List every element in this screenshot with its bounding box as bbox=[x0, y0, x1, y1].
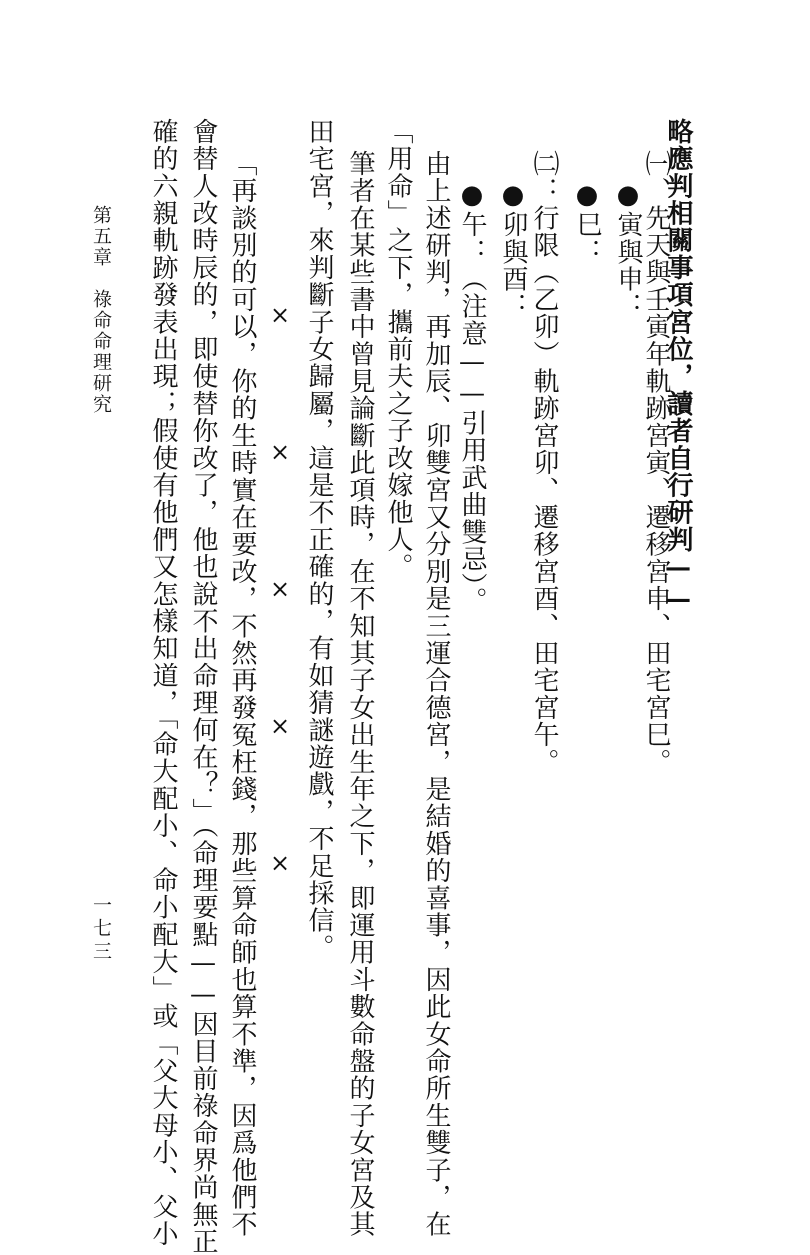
text-column-14: 確的六親軌跡發表出現；假使有他們又怎樣知道，「命大配小、命小配大」或「父大母小、父小 bbox=[148, 118, 178, 1248]
text-column-13: 會替人改時辰的，即使替你改了，他也說不出命理何在？」（命理要點——因目前祿命界尚無正 bbox=[188, 118, 218, 1255]
text-column-10: 筆者在某些書中曾見論斷此項時，在不知其子女出生年之下，即運用斗數命盤的子女宮及其 bbox=[345, 150, 375, 1238]
text-column-4: ●巳： bbox=[572, 180, 602, 266]
text-column-1: 略應判相關事項宮位，讀者自行研判—— bbox=[663, 118, 693, 616]
divider-mark: × bbox=[270, 438, 291, 466]
text-column-2: ㈠、先天與壬寅年軌跡宮寅、遷移宮申、田宅宮巳。 bbox=[641, 150, 671, 776]
text-column-5: ㈡：行限（乙卯）軌跡宮卯、遷移宮酉、田宅宮午。 bbox=[529, 150, 559, 776]
text-column-3: ●寅與申： bbox=[613, 180, 643, 320]
text-column-8: 由上述研判，再加辰、卯雙宮又分別是三運合德宮，是結婚的喜事，因此女命所生雙子，在 bbox=[421, 150, 451, 1238]
divider-mark: × bbox=[270, 849, 291, 877]
text-column-7: ●午：（注意——引用武曲雙忌）。 bbox=[457, 180, 487, 615]
text-column-12: 「再談別的可以，你的生時實在要改，不然再發冤枉錢，那些算命師也算不準，因爲他們不 bbox=[227, 150, 257, 1238]
text-column-6: ●卯與酉： bbox=[498, 180, 528, 320]
divider-mark: × bbox=[270, 575, 291, 603]
running-head: 第五章 祿命命理研究 bbox=[90, 205, 112, 415]
text-column-11: 田宅宮，來判斷子女歸屬，這是不正確的，有如猜謎遊戲，不足採信。 bbox=[304, 118, 334, 962]
divider-mark: × bbox=[270, 301, 291, 329]
page-number: 一七三 bbox=[90, 895, 112, 964]
text-column-9: 「用命」之下，攜前夫之子改嫁他人。 bbox=[383, 118, 413, 581]
divider-mark: × bbox=[270, 712, 291, 740]
